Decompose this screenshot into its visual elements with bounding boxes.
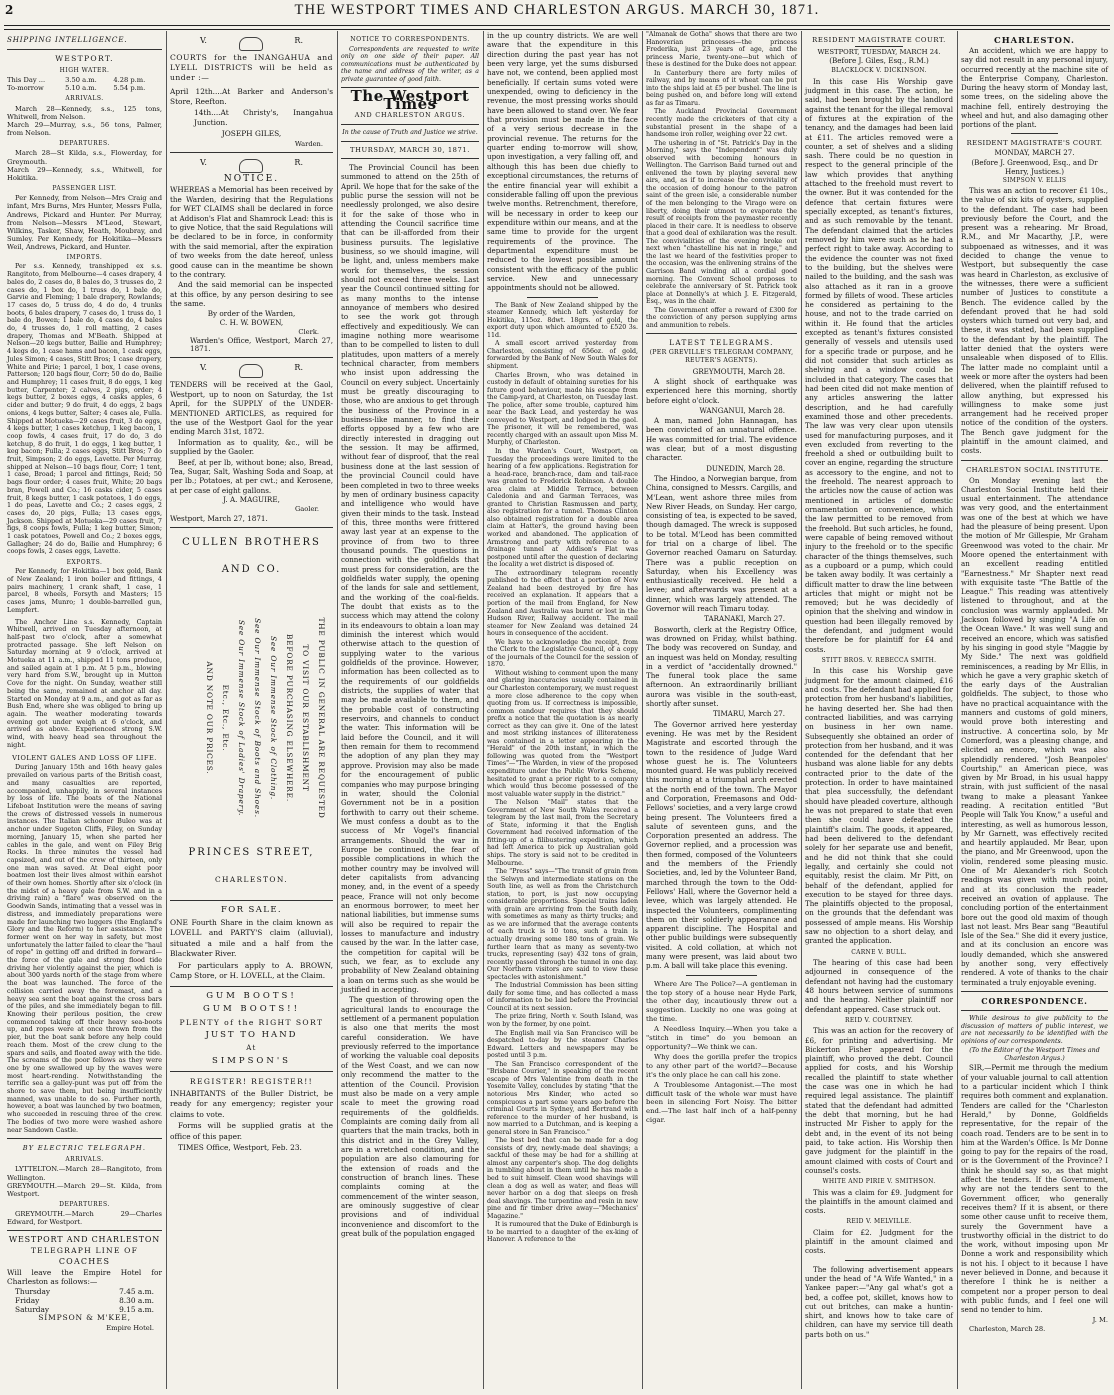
tide-am: 3.50 a.m. xyxy=(65,76,97,85)
telegram-place: GREYMOUTH, March 28. xyxy=(692,366,785,376)
coach-time: 9.15 a.m. xyxy=(119,1305,154,1315)
heading-e-arrivals: ARRIVALS. xyxy=(65,1156,104,1164)
humour-item: Where Are The Police?—A gentleman in the top story of a house near Hyde Park, the other day, incautiously threw out a suggestion. Luckily no one was going at the time. xyxy=(646,979,797,1024)
news-item: The extraordinary telegram recently published to the effect that a portion of New Zealand had been destroyed by fire has received an explanation. It appears that a portion of the mail from England, for New Zealand and Australia was burnt or lost in the Hudson River, Railway accident. The mail steamer for New Zealand was detained 24 hours in consequence of the accident. xyxy=(487,569,638,638)
divider xyxy=(341,141,479,142)
wife-wanted-text: The following advertisement appears under the head of "A Wife Wanted," in a Yankee paper:—"Any gal what's got a bed, a coffee pot, skillet, knows how to cut out britches, can make a huntin-shirt, and knows how to take care of children, can have my service till death parts both on us." xyxy=(805,1264,953,1339)
humour-item: Why does the gorilla prefer the tropics to any other part of the world?—Because it's the only place he can call his zone. xyxy=(646,1052,797,1079)
rm-case-title: SIMPSON V. ELLIS xyxy=(1002,176,1067,184)
at-line: At xyxy=(246,1043,257,1052)
telegram-text: A man, named John Hannagan, has been convicted of an unnatural offence. He was committed for trial. The evidence was clear, but of a most disgusting character. xyxy=(646,416,797,463)
crest-v: V. xyxy=(200,36,207,45)
case-text: In this case His Worship gave judgment in this case. The action, he said, had been brought by the landlord against the tenant for the illegal removal of fixtures at the expiration of the tenancy, and the damages had been laid at £11. The articles removed were a counter, a set of shelves and a sliding sash. There could be no question in respect to the general principle of the law which provides that anything attached to the freehold must revert to the owner. But it was contended for the defence that certain fixtures were specially excepted, as tenant's fixtures, and as such removable by the tenant. The defendant claimed that the articles removed by him were such as he had a perfect right to take away. According to the evidence the counter was not fixed to the building, but the shelves were nailed to the building, and the sash was also attached as it ran in a groove formed by fillets of wood. These articles he considered as pertaining to the house, and not to the trade carried on within it. He found that the articles excepted as tenant's fixtures consisted generally of vessels and utensils used for a specific trade or purpose, and he did not consider that such articles as shelving and a window could be included in that category. The cases that had been cited did not make mention of any articles answering the latter description, and he had carefully examined those and other precedents. The law was very clear upon utensils used for manufacturing purposes, and it even excluded from reverting to the freehold a shed or outbuilding built to cover an engine, regarding the structure as accessory to the engine, and not to the freehold. The nearest approach to the articles now the cause of action was mentioned in articles of domestic ornamentation or convenience, which the law permitted to be removed from the freehold. But such articles, he found, were capable of being removed without injury to the freehold or to the specific character of the things themselves, such as a cupboard or a pump, which could be taken away bodily. It was certainly a difficult matter to draw the line between articles that might or might not be removed; but he was decidedly of opinion that the shelving and window in question had been illegally removed by the defendant, and judgment would therefore be for plaintiff for £4 and costs. xyxy=(805,76,953,654)
notice-text: WHEREAS a Memorial has been received by the Warden, desiring that the Regulations for WET CLAIMS shall be declared in force at Addison's Flat and Shamrock Lead: this is to give Notice, that the said Regulations will be declared to be in force, in conformity with the said memorial, after the expiration of two weeks from the date hereof, unless good cause can in the meantime be shown to the contrary. xyxy=(170,185,333,279)
page-number: 2 xyxy=(5,3,14,17)
telegram-place: WANGANUI, March 28. xyxy=(699,405,785,415)
tenders-text-3: Beef, at per lb, without bone; also, Bread, Tea, Sugar, Salt, Washing Soda and Soap, at per lb.; Potatoes, at per cwt.; and Kerosene, at per case of eight gallons. xyxy=(170,457,333,495)
divider xyxy=(961,460,1108,461)
coach-day: Friday xyxy=(15,1296,40,1306)
masthead-subtitle: AND CHARLESTON ARGUS. xyxy=(354,111,466,120)
running-title: THE WESTPORT TIMES AND CHARLESTON ARGUS. MARCH 30, 1871. xyxy=(294,2,820,18)
simpsons: SIMPSON'S xyxy=(212,1055,291,1066)
notice-by: By order of the Warden, xyxy=(207,308,296,318)
news-item: The Auckland Provincial Government recently made the cricketers of that city a substantial present in the shape of a handsome iron roller, weighing over 22 cwt. xyxy=(646,108,797,139)
news-item: The "Press" says—"The transit of grain from the Selwyn and intermediate stations on the South line, as well as from the Christchurch station, to port, is just now occupying considerable proportions. Special trains laden with grain are arriving from the South daily, with sometimes as many as thirty trucks; and as we are informed that the average contents of each truck is 10 tons, such a train is actually drawing some 180 tons of grain. We further learn that as many as seventy-two trucks, representing (say) 432 tons of grain, recently passed through the tunnel in one day. Our Northern visitors are said to view these spectacles with astonishment." xyxy=(487,868,638,981)
divider xyxy=(845,1260,913,1261)
register-forms: Forms will be supplied gratis at the office of this paper. xyxy=(170,1121,333,1141)
exports-text: Per Kennedy, for Hokitika—1 box gold, Bank of New Zealand; 1 iron boiler and fittings, 4 pairs machinery, 1 crank shaft, 1 case, 1 parcel, 8 wheels, Forsyth and Masters; 15 cases jams, Munro; 1 double-barrelled gun, Lempfert. xyxy=(7,567,162,614)
case-title: BLACKLOCK V. DICKINSON. xyxy=(831,67,927,75)
cullen-princes-street: PRINCES STREET, xyxy=(188,846,315,858)
divider xyxy=(855,46,903,47)
coach-time: 7.45 a.m. xyxy=(119,1287,154,1297)
courts-sign: JOSEPH GILES, xyxy=(221,129,282,138)
tide-pm: 5.54 p.m. xyxy=(113,84,146,93)
column-shipping xyxy=(4,31,165,1389)
register-heading: REGISTER! REGISTER!! xyxy=(189,1076,314,1086)
divider xyxy=(686,975,757,976)
divider xyxy=(527,297,598,298)
register-text: INHABITANTS of the Buller District, be ready for any emergency; register your claims to vote. xyxy=(170,1088,333,1119)
coach-intro: Will leave the Empire Hotel for Charleston as follows:— xyxy=(7,1268,162,1287)
news-items-2 xyxy=(646,70,797,330)
case-title: REID V. COURTNEY. xyxy=(845,1016,913,1024)
case-text: This was a claim for £9. Judgment for the plaintiffs in the amount claimed and costs. xyxy=(805,1187,953,1216)
column-news xyxy=(484,31,641,1389)
rm-court-heading: RESIDENT MAGISTRATE'S COURT. xyxy=(966,138,1103,147)
sale-text: ONE Fourth Share in the claim known as LOVELL and PARTY'S claim (alluvial), situated a mile and a half from the Blackwater River. xyxy=(170,917,333,959)
courts-line-2: 14th....At Christy's, Inangahua Junction. xyxy=(194,108,333,127)
tenders-text: TENDERS will be received at the Gaol, Westport, up to noon on Saturday, the 1st April, for the SUPPLY of the UNDER-MENTIONED ARTICLES, as required for the use of the Westport Gaol for the year ending March 31st, 1872. xyxy=(170,380,333,437)
divider xyxy=(7,49,162,50)
divider xyxy=(170,357,333,358)
notice-sign: C. H. W. BOWEN, xyxy=(219,317,284,327)
crest-row xyxy=(170,364,333,378)
telegram-text: Bosworth, clerk at the Registry Office, was drowned on Friday, whilst bathing. The body was recovered on Sunday, and an inquest was held on Monday, resulting in a verdict of "accidentally drowned." The funeral took place the same afternoon. An extraordinarily brilliant aurora was visible in the south-east, shortly after sunset. xyxy=(646,624,797,709)
crest-row xyxy=(170,159,333,173)
news-item: The prize firing, North v. South Island, was won by the former, by one point. xyxy=(487,1013,638,1029)
correspondence-sign: J. M. xyxy=(1092,1315,1108,1324)
arrivals-text: March 28—Kennedy, s.s., 125 tons, Whitwell, from Nelson. March 29—Murray, s.s., 56 tons, Palmer, from Nelson. xyxy=(7,104,162,138)
heading-e-departures: DEPARTURES. xyxy=(59,1201,110,1209)
cullen-name: CULLEN BROTHERS xyxy=(182,536,321,548)
tenders-role: Gaoler. xyxy=(294,505,319,514)
divider xyxy=(341,158,479,159)
tenders-text-2: Information as to quality, &c., will be supplied by the Gaoler. xyxy=(170,437,333,457)
coach-day: Saturday xyxy=(15,1305,50,1315)
news-items xyxy=(487,302,638,1244)
heading-violent-gales: VIOLENT GALES AND LOSS OF LIFE. xyxy=(12,754,157,763)
correspondence-date: Charleston, March 28. xyxy=(969,1324,1046,1333)
coach-row xyxy=(7,1296,162,1305)
plenty-line: PLENTY of the RIGHT SORT xyxy=(179,1017,324,1027)
departures-text: March 28—St Kilda, s.s., Flowerday, for Greymouth. March 29—Kennedy, s.s., Whitwell, for Hokitika. xyxy=(7,149,162,182)
news-item: Without wishing to comment upon the many and glaring inaccuracies usually contained in our Charleston contemporary, we must request a more close adherence to the copy when quoting from us. If correctness is impossible, common candour requires that they should prefix a notice that the quotation is as nearly correct as they can give it. One of the latest and most striking instances of illiterateness was contained in a letter appearing in the "Herald" of the 20th instant, in which the following was quoted from the "Westport Times"—"The Warden, in view of the proposed expenditure under the Public Works Scheme, hesitated to grant a prior right to a company which would thus become possessed of the most valuable water supply in the district." xyxy=(487,669,638,798)
divider xyxy=(341,124,479,125)
register-office: TIMES Office, Westport, Feb. 23. xyxy=(178,1143,302,1153)
cullen-line: See Our Immense Stock of Boots and Shoes. xyxy=(253,617,262,818)
masthead-motto: In the cause of Truth and Justice we strive. xyxy=(342,128,478,136)
rm-court-before: (Before J. Greenwood, Esq., and Dr Henry, Justices.) xyxy=(971,157,1098,176)
divider xyxy=(170,900,333,901)
tide-day: This Day ... xyxy=(7,76,46,85)
news-item: The English mail via San Francisco will be despatched to-day by the steamer Charles Edward. Letters and newspapers may be posted until 3 p.m. xyxy=(487,1029,638,1060)
divider xyxy=(7,1138,162,1139)
news-item: We have to acknowledge the receipt, from the Clerk to the Legislative Council, of a copy of the journals of the Council for the session of 1870. xyxy=(487,638,638,669)
cullen-rotated-text xyxy=(170,598,333,838)
notice-heading: NOTICE. xyxy=(223,174,280,185)
telegram-list xyxy=(646,367,797,971)
heading-arrivals: ARRIVALS. xyxy=(65,95,104,103)
column-editorial xyxy=(338,31,482,1389)
social-institute-heading: CHARLESTON SOCIAL INSTITUTE. xyxy=(966,465,1103,474)
rm-case-text: This was an action to recover £1 10s., the value of six kits of oysters, supplied to the defendant. The case had been previously before the Court, and the present was a rehearing. Mr Broad, R.M., and Mr Macarthy, J.P., were subpoenaed as witnesses, and it was decided to change the venue to Westport, but subsequently the case was heard in Charleston, as exclusive of the witnesses, there were a sufficient number of Justices to constitute a Bench. The evidence called by the defendant proved that he had sold oysters which turned out very bad, and these, it was stated, had been supplied to the defendant by the plaintiff. The latter denied that the oysters were unsaleable when disposed of to Ellis. The latter made no complaint until a week or more after the oysters had been delivered, when the plaintiff refused to allow anything, but expressed his willingness to make some just arrangement had he received proper notice of the condition of the oysters. The Bench gave judgment for the plaintiff in the amount claimed, and costs. xyxy=(961,185,1108,456)
telegram-place: DUNEDIN, March 28. xyxy=(706,463,785,473)
crest-r: R. xyxy=(294,363,303,373)
charleston-accident: An accident, which we are happy to say did not result in any personal injury, occurred recently at the machine site of the Enterprise Company, Charleston. During the heavy storm of Monday last, some trees, on the sideling above the machine fell, entirely destroying the wheel and hut, and also damaging other portions of the plant. xyxy=(961,46,1108,130)
notice-role: Clerk. xyxy=(298,327,319,336)
coach-row xyxy=(7,1287,162,1296)
case-text: In this case his Worship gave judgment for the amount claimed, £16 and costs. The defendant had applied for protection from her husband's liabilities, he having deserted her. She had then contracted liabilities, and was carrying on business in her own name. Subsequently she obtained an order of protection from her husband, and it was contended for the defendant that her husband was alone liable for any debts contracted prior to the date of the protection. In order to have maintained that plea successfully, the defendant should have pleaded coverture, although he was not prepared to state that even then she could have defeated the plaintiff's claim. The goods, it appeared, had been delivered to the defendant solely for her separate use and benefit, and he did not think that she could legally, and certainly she could not equitably, resist the claim. Mr Pitt, on behalf of the defendant, applied for execution to be stayed for three days. The plaintiffs objected to the proposal, on the grounds that the defendant was possessed of ample means. His Worship saw no objection to a short delay, and granted the application. xyxy=(805,666,953,946)
tenders-sign: J. A. MAGUIRE, xyxy=(223,495,280,505)
telegram-place: TARANAKI, March 27. xyxy=(704,614,785,624)
news-item: Charles Brown, who was detained in custody in default of obtaining sureties for his future good behaviour, made his escape from the Camp-yard, at Charleston, on Tuesday last. The police, after some trouble, captured him near the Back Lead, and yesterday he was conveyed to Westport, and lodged in the gaol. The prisoner, it will be remembered, was recently charged with an assault upon Miss M. Murphy, of Charleston. xyxy=(487,371,638,447)
heading-departures: DEPARTURES. xyxy=(59,140,110,148)
news-item: The Industrial Commission has been sitting daily for some time, and has collected a mass of information to be laid before the Provincial Council at its next session. xyxy=(487,982,638,1012)
cullen-advert xyxy=(170,536,333,896)
case-title: REID V. MELVILLE. xyxy=(846,1218,912,1226)
coach-timetable xyxy=(7,1287,162,1314)
e-arrivals-text: LYTTELTON.—March 28—Rangitoto, from Wellington. GREYMOUTH.—March 29—St. Kilda, from Westport. xyxy=(7,1165,162,1198)
notice-date: Warden's Office, Westport, March 27, 1871. xyxy=(190,336,333,354)
case-text: The hearing of this case had been adjourned in consequence of the defendant not having had the customary 48 hours between service of summons and the hearing. Neither plaintiff nor defendant appeared. Case struck out. xyxy=(805,958,953,1014)
e-departures-text: GREYMOUTH.—March 29—Charles Edward, for Westport. xyxy=(7,1210,162,1227)
news-item: In the Warden's Court, Westport, on Tuesday the proceedings were limited to the hearing of a few applications. Registration for a head-race, branch-race, dam and tail-race was granted to Frederick Robinson. A double area claim at Middle Terrace, between Caledonia and and Garman Terraces, was granted to Christian Rasmussen and party, also registration for a tunnel. Thomas Clinton also obtained registration for a double area claim at Hatter's, the ground having been worked and abandoned. The application of Armstrong and party with reference to a drainage tunnel at Addison's Flat was postponed until after the question of declaring the locality a wet district is disposed of. xyxy=(487,448,638,569)
case-title: STITT BROS. V. REBECCA SMITH. xyxy=(821,657,937,664)
heading-imports: IMPORTS. xyxy=(66,254,103,262)
court-cases xyxy=(805,66,953,1255)
telegram-text: The Hindoo, a Norwegian barque, from China, consigned to Messrs. Cargills, and M'Lean, went ashore three miles from New River Heads, on Sunday. Her cargo, consisting of tea, is expected to be saved, though damaged. The wreck is supposed to be total. M'Leod has been committed for trial on a charge of libel. The Governor reached Oamaru on Saturday. There was a public reception on Saturday, when his Excellency was enthusiastically received. He held a levee; and afterwards was present at a dinner, which was largely attended. The Governor will reach Timaru today. xyxy=(646,473,797,614)
column-advertisements xyxy=(167,31,336,1389)
passengers-text: Per Kennedy, from Nelson—Mrs Craig and infant, Mrs Burns, Mrs Hunter, Messrs Fulla, Andrews, Pickard and Hunter. Per Murray, from Nelson—Messrs M'Leod, Stewart, Wilkins, Tasker, Shaw, Heath, Moubray, and Sumley. Per Kennedy, for Hokitika—Messrs Weil, Andrews, Pickard, and Hunter. xyxy=(7,194,162,252)
notice-text-2: And the said memorial can be inspected at this office, by any person desiring to see the same. xyxy=(170,280,333,309)
tide-row xyxy=(7,84,162,92)
news-item: The Nelson "Mail" states that the Government of New South Wales received a telegram by the last mail, from the Secretary of State, informing it that the English Government had received information of the fitting-up of a filibustering expedition, which had left America to pick up Australian gold ships. The story is said not to be credited in Melbourne. xyxy=(487,799,638,867)
coach-advert xyxy=(7,1235,162,1331)
case-text: This was an action for the recovery of £6, for printing and advertising. Mr Bickerton Fisher appeared for the plaintiff, who proved the debt. Council applied for costs, and his Worship recalled the plaintiff to state whether the case was one in which he had required legal assistance. The plaintiff stated that the defendant had admitted the debt that morning, but he had instructed Mr Fisher to apply for the debt and, in the event of its not being paid, to take action. His Worship then gave judgment for the plaintiff in the amount claimed with costs of Court and counsel's costs. xyxy=(805,1026,953,1175)
just-to-hand: JUST TO HAND xyxy=(205,1029,298,1040)
coach-firm: SIMPSON & M'KEE, xyxy=(38,1313,131,1323)
social-institute-text: On Monday evening last the Charleston Social Institute held their usual entertainment. The attendance was very good, and the entertainment was one of the best at which we have had the pleasure of being present. Upon the motion of Mr Gillespie, Mr Graham Greenwood was voted to the chair. Mr Moore opened the entertainment with an excellent reading entitled "Earnestness." Mr Shapter next read with exquisite taste "The Battle of the League." This reading was attentively listened to throughout, and at the conclusion was warmly applauded. Mr Jackson followed by singing "A Life on the Ocean Wave." It was well sung and received an encore, which was satisfied by his singing in good style "Maggie by My Side." The next was goldfield reminiscences, a reading by Mr Ellis, in which he gave a very graphic sketch of the early days of the Australian goldfields. The subject, to those who have no practical acquaintance with the manners and customs of gold miners, would prove both interesting and instructive. A concertina solo, by Mr Comerford, was a pleasing change, and elicited an encore, which was also splendidly rendered. "Josh Beanpoles' Courtship," an American piece, was given by Mr Broad, in his usual happy strain, with just sufficient of the nasal twang to make a pleasant Yankee reading. A recitation entitled "But People will Talk You Know," a useful and interesting, as well as humorous lesson, by Mr Garnett, was effectively recited and heartily applauded. Mr Bear, upon the piano, and Mr Greenwood, upon the violin, rendered some pleasing music. One of Mr Alexander's rich Scotch readings was given with much point, and at its conclusion the reader received an ovation of applause. The concluding portion of the entertainment bore out the good old maxim of though last not least. Mrs Bear sang "Beautiful Isle of the Sea." She did it every justice, and at its conclusion an encore was loudly demanded, which she answered by another song, very effectively rendered. A vote of thanks to the chair terminated a truly enjoyable evening. xyxy=(961,475,1108,987)
corr-notice-heading: NOTICE TO CORRESPONDENTS. xyxy=(350,36,470,43)
coach-coaches: COACHES xyxy=(58,1257,111,1267)
divider xyxy=(170,986,333,987)
section-title-shipping: SHIPPING INTELLIGENCE. xyxy=(7,35,128,44)
news-item: The San Francisco correspondent of the "Brisbane Courier," in speaking of the recent escape of Mrs Valentine from death in the Yosemite Valley, concludes by stating "that the notorious Mrs Kinder, who acted so conspicuous a part some years ago before the criminal Courts in Sydney, and Bertrand with reference to the murder of her husband, is now married to a Dutchman, and is keeping a general store in San Francisco." xyxy=(487,1060,638,1136)
courts-notice: COURTS for the INANGAHUA and LYELL DISTRICTS will be held as under :— xyxy=(170,53,333,82)
editorial-date: THURSDAY, MARCH 30, 1871. xyxy=(350,145,470,154)
news-item: The Bank of New Zealand shipped by the steamer Kennedy, which left yesterday for Hokitika, 115oz. 8dwt. 18grs. of gold, the export duty upon which amounted to £520 3s. 11d. xyxy=(487,301,638,339)
news-item: A small escort arrived yesterday from Charleston, consisting of 656oz. of gold, forwarded by the Bank of New South Wales for shipment. xyxy=(487,340,638,370)
divider xyxy=(961,1010,1108,1011)
royal-crest-icon xyxy=(239,37,263,51)
coach-sub: TELEGRAPH LINE OF xyxy=(30,1246,139,1256)
correspondence-note: While desirous to give publicity to the discussion of matters of public interest, we are not necessarily to be identified with the opinions of our correspondents. xyxy=(961,1014,1108,1045)
editorial-continuation: in the up country districts. We are well aware that the expenditure in this direction during the past year has not been very large, yet the sums disbursed have not, we contend, been applied most beneficially. If certain sums voted were unexpended, owing to deficiency in the revenue, the most pressing works should have been allowed to stand over. We fear that provision must be made in the face of a very serious decrease in the provincial revenue. The returns for the quarter ending to-morrow will show, upon investigation, a very falling off, and although this has been due chiefly to exceptional circumstances, the returns of the entire financial year will exhibit a considerable falling off upon the previous twelve months. Retrenchment, therefore, will be necessary in order to keep our expenditure within our means, and at the same time to provide for the urgent requirements of the province. The departmental expenditure must be reduced to the lowest possible amount consistent with the efficacy of the public service. New and unnecessary appointments should not be allowed. xyxy=(487,31,638,293)
header-rule-thin xyxy=(4,29,1110,30)
crest-v: V. xyxy=(200,158,207,168)
crest-v: V. xyxy=(200,363,207,373)
cullen-line: See Our Immense Stock of Ladies' Drapery. xyxy=(237,619,246,816)
news-item: The ushering in of "St. Patrick's Day in the Morning," says the "Independent" was duly observed with becoming honours in Wellington. The Garrison Band turned out and enlivened the town by playing several new airs, and, as if to increase the conviviality of the occasion of doing honour to the patron saint of the green isle, a considerable number of the men belonging to the Virago were on liberty, doing their utmost to evaporate the result of receipts from the paymaster recently placed in their care. It is needless to observe that a good deal of exhilaration was the result. The convivialities of the evening broke out next when "chastelline his nat in ringe," and the last we heard of the festivities proper to the occasion, was the enlivening strains of the Garrison Band winding all a cordial good morning. The Convent School proposes to celebrate the anniversary of St. Patrick took place at Donnelly's at which J. E. Fitzgerald, Esq., was in the chair. xyxy=(646,139,797,306)
cullen-line: Etc., Etc., Etc. xyxy=(221,684,230,752)
newspaper-masthead: The Westport Times xyxy=(350,87,470,114)
divider xyxy=(646,333,797,334)
royal-crest-icon xyxy=(239,364,263,378)
editorial-paragraph: The Provincial Council has been summoned to attend on the 25th of April. We hope that for the sake of the public purse the session will not be needlessly prolonged, we also desire it for the sake of those who in attending the Council sacrifice time that can be ill-afforded from their business pursuits. The legislative business, so we should imagine, will be light, and, unless members make work for themselves, the session should not exceed three weeks. Last year the Council continued sitting for as many months to the intense annoyance of members who desired to see the work got through effectively and expeditiously. We can imagine nothing more wearisome than to be compelled to listen to dull platitudes, upon matters of a merely technical character, from members who insist upon addressing the Council on every subject. Uncertainly must be greatly discouraging to those, who are anxious to get through the business of the Province in a business-like manner, to find their efforts opposed by a few who are directly interested in dragging out the session. It may be affirmed, without fear of disproof, that the real business done at the last session of the provincial Council could have been completed in two to three weeks by men of ordinary business capacity and intelligence who would have given their minds to the task. Instead of this, three months were frittered away last year at an expense to the province of from two to three thousand pounds. The questions in connection with the goldfields that must press for consideration, are the goldfields water supply, the opening of the lands for sale and settlement, and the working of the coal-fields. The doubt that exists as to the success which may attend the colony in its endeavours to obtain a loan may diminish the interest which would otherwise attach to the question of supplying water to the various goldfields of the province. However, information has been collected as to the requirements of our goldfields districts, the supplies of water that may be made available to them, and the probable cost of constructing reservoirs, and channels to conduct the water. This information will be laid before the Council, and it will then remain for them to recommend the adoption of any plan they may approve. Provision may also be made for the encouragement of public companies who may purpose bringing in water, should the Colonial Government not be in a position forthwith to carry out their scheme. We must confess a doubt as to the success of Mr Vogel's financial arrangements. Should the war in Europe be continued, the fear of possible complications in which the mother country may be involved will deter capitalists from advancing money, and, in the event of a speedy peace, France will not only become an enormous borrower, to meet her national liabilities, but immense sums will also be required to repair the losses to manufacture and industry caused by the war. In the latter case, the competition for capital will be such, we fear, as to exclude any probability of New Zealand obtaining a loan on terms such as she would be justified in accepting. xyxy=(341,162,479,995)
news-item: It is rumoured that the Duke of Edinburgh is to be married to a daughter of the ex-king of Hanover. A reference to the xyxy=(487,1221,639,1244)
column-court xyxy=(802,31,956,1389)
courts-line-1: April 12th....At Barker and Anderson's Store, Reefton. xyxy=(170,87,333,106)
case-title: WHITE AND PIRIE V. SMITHSON. xyxy=(822,1178,936,1186)
coach-place: Empire Hotel. xyxy=(106,1323,154,1332)
humour-item: A Needless Inquiry.—When you take a "stitch in time" do you bemoan an opportunity?—We think we can. xyxy=(646,1025,797,1051)
heading-exports: EXPORTS. xyxy=(66,559,103,567)
tide-day: To-morrow xyxy=(7,84,44,93)
news-item: In Canterbury there are forty miles of railway, and by means of it wheat can be put into the ships laid at £5 per bushel. The line is being pushed on, and before long will extend as far as Timaru. xyxy=(646,69,797,107)
tide-table xyxy=(7,76,162,92)
crest-r: R. xyxy=(294,36,303,45)
coach-title: WESTPORT AND CHARLESTON xyxy=(8,1235,161,1245)
case-text: Claim for £2. Judgment for the plaintiff in the amount claimed and costs. xyxy=(805,1227,953,1256)
divider xyxy=(170,1071,333,1072)
divider xyxy=(1011,133,1058,134)
telegram-text: The Governor arrived here yesterday evening. He was met by the Resident Magistrate and escorted through the town to the residence of Judge Ward whose guest he is. The Volunteers mounted guard. He was publicly received this morning at a triumphal arch erected at the north end of the town. The Mayor and Corporation, Freemasons and Odd-Fellows' societies, and a very large crowd being present. The Volunteers fired a salute of seventeen guns, and the Corporation presented an address. The Governor replied, and a procession was then formed, composed of the Volunteers and the members of the Friendly Societies, and, led by the Volunteer Band, marched through the town to the Odd-Fellows' Hall, where the Governor held a levee, which was largely attended. He inspected the Volunteers, complimenting them on their soldierly appearance and apparent discipline. The Hospital and other public buildings were subsequently visited. A cold collation, at which not many were present, was laid about two p.m. A ball will take place this evening. xyxy=(646,719,797,971)
editorial-paragraph: The question of throwing open the agricultural lands to encourage the settlement of a permanent population is also one that merits the most careful consideration. We have previously referred to the importance of working the valuable coal deposits of the West Coast, and we can now only recommend the matter to the attention of the Council. Provision must also be made on a very ample scale to meet the growing road requirements of the goldfields. Complaints are coming daily from all quarters that the main tracks, both in this district and in the Grey Valley, are in a wretched condition, and the population are also clamouring for the extension of roads and the construction of branch lines. These complaints coming at the commencement of the winter season, are ominously suggestive of clear provisions and of individual inconvenience and discomfort to the great bulk of the population engaged xyxy=(341,995,479,1238)
cullen-line: AND NOTE OUR PRICES. xyxy=(205,661,214,775)
cullen-line: THE PUBLIC IN GENERAL ARE REQUESTED xyxy=(317,617,326,819)
news-item: The best bed that can be made for a dog consists of dry, newly-made deal shavings; a sackful of these may be had for a shilling at almost any carpenter's shop. The dog delights in tumbling about in them until he has made a bed to suit himself. Clean wood shavings will clean a dog as well as water, and fleas will never harbor on a dog that sleeps on fresh deal shavings. The turpentine and resin in new pine and fir timber drive away—"Mechanics' Magazine." xyxy=(487,1137,638,1220)
coach-day: Thursday xyxy=(15,1287,51,1297)
correspondence-to: (To the Editor of the Westport Times and Charleston Argus.) xyxy=(969,1047,1100,1062)
heading-westport: WESTPORT. xyxy=(55,54,114,63)
violent-gales-text: During January 15th and 16th heavy gales prevailed on various parts of the British coast, and many casualties are reported, accompanied, unhappily, in several instances by loss of life. The boats of the National Lifeboat Institution were the means of saving the crews of distressed vessels in numerous instances. The Italian schooner Buleo was at anchor under Sugeton Cliffs, Filey, on Sunday morning, January 15, when she parted her cables in the gale, and went on Filey Brig Rocks. In three minutes the vessel had capsized, and out of the crew of thirteen, only one man was saved. At Deal eight poor boatmen lost their lives almost within earshot of their own homes. Shortly after six o'clock (in the midst of a heavy gale from S.W. and in a driving rain) a "flare" was observed on the Goodwin Sands, intimating that a vessel was in distress, and immediately preparations were made for launching two luggers (the England's Glory and the Reform) to her assistance. The former went on her way in safety, but most unfortunately the latter failed to clear the "haul of rope" in getting off and drifted in forward—the force of the gale and strong flood tide driving her violently against the pier, which is about 300 yards north of the stage from where the boat was launched. The force of the collision carried away the foremast, and a heavy sea sent the boat against the cross bars of the piles, and she immediately began to fill. Knowing their perilous position, the crew commenced taking off their heavy sea-boots up, and ropes were at once thrown from the pier, but the boat sank before any help could reach them. Most of the crew clung to the spars and sails, and floated away with the tide. The screams of the poor fellows as they were one by one swallowed up by the waves were most heart-rending. Notwithstanding the terrific sea a galley-punt was put off from the shore to save them, but being insufficiently manned, was unable to do so. Further north, however, a boat was launched by two boatmen, who succeeded in rescuing three of the crew. The bodies of two more were washed ashore near Sandown Castle. xyxy=(7,763,162,1134)
cullen-line: TO VISIT OUR ESTABLISHMENT xyxy=(301,644,310,792)
correspondence-heading: CORRESPONDENCE. xyxy=(981,995,1088,1006)
tide-pm: 4.28 p.m. xyxy=(113,76,146,85)
column-telegrams xyxy=(643,31,800,1389)
coach-time: 8.30 a.m. xyxy=(119,1296,154,1306)
sale-heading: FOR SALE. xyxy=(220,904,283,915)
divider xyxy=(170,527,333,528)
cullen-rotated-block xyxy=(170,598,333,838)
heading-passengers: PASSENGER LIST. xyxy=(52,185,117,193)
corr-notice-text: Correspondents are requested to write only on one side of their paper. All communications must be authenticated by the name and address of the writer, as a private guarantee of good faith. xyxy=(341,46,479,83)
court-heading: RESIDENT MAGISTRATE COURT. xyxy=(812,36,946,44)
tide-row xyxy=(7,76,162,84)
cullen-charleston: CHARLESTON. xyxy=(214,874,289,884)
anchor-line-text: The Anchor Line s.s. Kennedy, Captain Whitwell, arrived on Tuesday afternoon, at half-past two o'clock, after a somewhat protracted passage. She left Nelson on Saturday morning at 9 o'clock, arrived at Motueka at 11 a.m., shipped 11 tons produce, and sailed again at 1 p.m. At 5 p.m., blowing very hard from S.W., brought up in Mutton Cove for the night. On Sunday, weather still being the same, remained at anchor all day. Started on Monday at 9 a.m., and got as far as Bush End, where she was obliged to bring up again. The weather moderating towards evening got under weigh at 6 o'clock, and arrived as above. Experienced strong S.W. wind, with heavy head sea throughout the night. xyxy=(7,617,162,749)
gum-boots-1: GUM BOOTS! xyxy=(206,990,297,1001)
crest-r: R. xyxy=(294,158,303,168)
crest-row xyxy=(170,37,333,51)
divider xyxy=(7,1230,162,1231)
telegrams-heading: LATEST TELEGRAMS. xyxy=(669,338,774,348)
divider xyxy=(170,152,333,153)
courts-role: Warden. xyxy=(294,140,323,148)
royal-crest-icon xyxy=(239,159,263,173)
court-date: WESTPORT, TUESDAY, MARCH 24. xyxy=(817,48,941,56)
tenders-date: Westport, March 27, 1871. xyxy=(170,513,268,523)
heading-high-water: HIGH WATER. xyxy=(59,67,110,74)
news-item: The Government offer a reward of £300 for the conviction of any person supplying arms and ammunition to rebels. xyxy=(646,306,797,329)
news-continuation: "Almanak de Gotha" shows that there are two Hanoverian princesses—the princess Frederika, just 23 years of age, and the princess Marie, twenty-one—but which of these is destined for the Duke does not appear. xyxy=(646,31,797,69)
imports-text: Per s.s. Kennedy, transhipped ex s.s. Rangitoto, from Melbourne—4 cases drapery, 4 bales do, 2 cases do, 8 bales do, 3 trusses do, 2 cases do, 1 box do, 1 truss do, 1 bale do, Garvie and Fleming; 1 bale drapery, Rowlands; 17 cases do, 5 truss do, 4 do do, 4 trunks boots, 6 bales drapery, 7 cases do, 1 truss do, 1 bale do, Bowen; 1 bale do, 4 cases do, 4 bales do, 4 trusses do, 1 roll matting, 2 cases drapery, Thomas and M'Beath. Shipped at Nelson—20 kegs butter, Bailie and Humphrey; 4 kegs do, 1 case hams and bacon, 1 cask eggs, Jules Simon; 4 cases, Stitt Bros; 1 case drapery, White and Pirie; 1 parcel, 1 box, 1 case ovens, Patterson; 120 bags flour, Corr; 50 do do, Bailie and Humphrey; 11 cases fruit, 8 do eggs, 1 keg butter, Carpenter; 2 calves, 2 pigs, order; 4 kegs butter, 2 boxes eggs, 4 casks apples, 6 cider and butter; 9 do fruit, 4 do eggs, 2 bags onions, 4 kegs butter, Salter; 4 cases ale, Fulla. Shipped at Motueka—29 cases fruit, 3 do eggs, 4 kegs butter, 1 cases ketchup, 1 keg bacon, 1 coop fowls, 4 cases fruit, 17 do do, 3 do ketchup, 8 do fruit, 1 do eggs, 1 keg butter, 1 keg bacon; Fulla; 2 cases eggs, Stitt Bros; 7 do fruit, Simpson; 2 do eggs, Lavette. Per Murray, shipped at Nelson—10 bags flour, Corr; 1 tent, 1 case, Broad; 1 parcel and fittings, Reid; 50 bags flour order; 4 cases fruit, White; 20 bags bran, Powell and Co.; 16 casks cider, 5 cases fruit, 8 kegs butter, 1 cask potatoes, 1 do eggs, 1 do peas, Lavette and Co.; 2 cases eggs, 2 cases do, 20 pigs, Fulla; 13 cases eggs, Jackson. Shipped at Motueka—29 cases fruit, 7 figs, 8 coops fowls, Fulla; 1 keg butter, Simon; 1 cask potatoes, Powell and Co.; 2 boxes eggs, Gallagher; 24 do do, Bailie and Humphrey; 6 coops fowls, 2 cases eggs, Lavette. xyxy=(7,262,162,556)
telegrams-sub: (PER GREVILLE'S TELEGRAM COMPANY, REUTER'S AGENTS). xyxy=(649,349,794,365)
cullen-line: BEFORE PURCHASING ELSEWHERE. xyxy=(285,633,294,802)
court-before: (Before J. Giles, Esq., R.M.) xyxy=(829,56,929,66)
humour-items xyxy=(646,980,797,1126)
cullen-line: See Our Immense Stock of Clothing. xyxy=(269,635,278,800)
telegram-place: TIMARU, March 27. xyxy=(712,709,785,719)
column-charleston xyxy=(958,31,1111,1389)
heading-electric-telegraph: BY ELECTRIC TELEGRAPH. xyxy=(22,1144,147,1153)
telegram-text: A slight shock of earthquake was experienced here this morning, shortly before eight o'clock. xyxy=(646,376,797,405)
header-rule xyxy=(4,25,1110,26)
rm-court-date: MONDAY, MARCH 27. xyxy=(994,148,1075,157)
case-title: CARNE V. BULL. xyxy=(851,948,907,956)
correspondence-letter: SIR,—Permit me through the medium of your valuable journal to call attention to a particular incident which I think requires both comment and explanation. Tenders are called for the "Charleston Herald," by Donne, Goldfields representative, for the repair of the coach road. Tenders are to be sent in to him at the Warden's Office. Is Mr Donne going to pay for the repairs of the road, or is the Government of the Province? I think he should say so, as that might affect the tenders. If the Government, why are not the tenders sent to the Government officer, who generally receives them? If it is absent, or there some other cause unfit to receive them, surely the Government have a trustworthy official in the district to do the work, without imposing upon Mr Donne a work and responsibility which is not his. I object to it because I have never believed in Donne, and because it therefore I think he is neither a competent nor a proper person to deal with public funds, and I feel one will send no tender to him. xyxy=(961,1063,1108,1315)
tide-am: 5.10 a.m. xyxy=(65,84,97,93)
sale-text-2: For particulars apply to A. BROWN, Camp Store, or H. LOVELL, at the Claim. xyxy=(170,960,333,981)
gum-boots-2: GUM BOOTS!! xyxy=(202,1003,301,1014)
cullen-and-co: AND CO. xyxy=(221,563,282,575)
humour-item: A Troublesome Antagonist.—The most difficult task of the whole war must have been in silencing Fort Noisy. The bitter end.—The last half inch of a half-penny cigar. xyxy=(646,1080,797,1125)
divider xyxy=(961,991,1108,992)
charleston-heading: CHARLESTON. xyxy=(994,35,1075,45)
